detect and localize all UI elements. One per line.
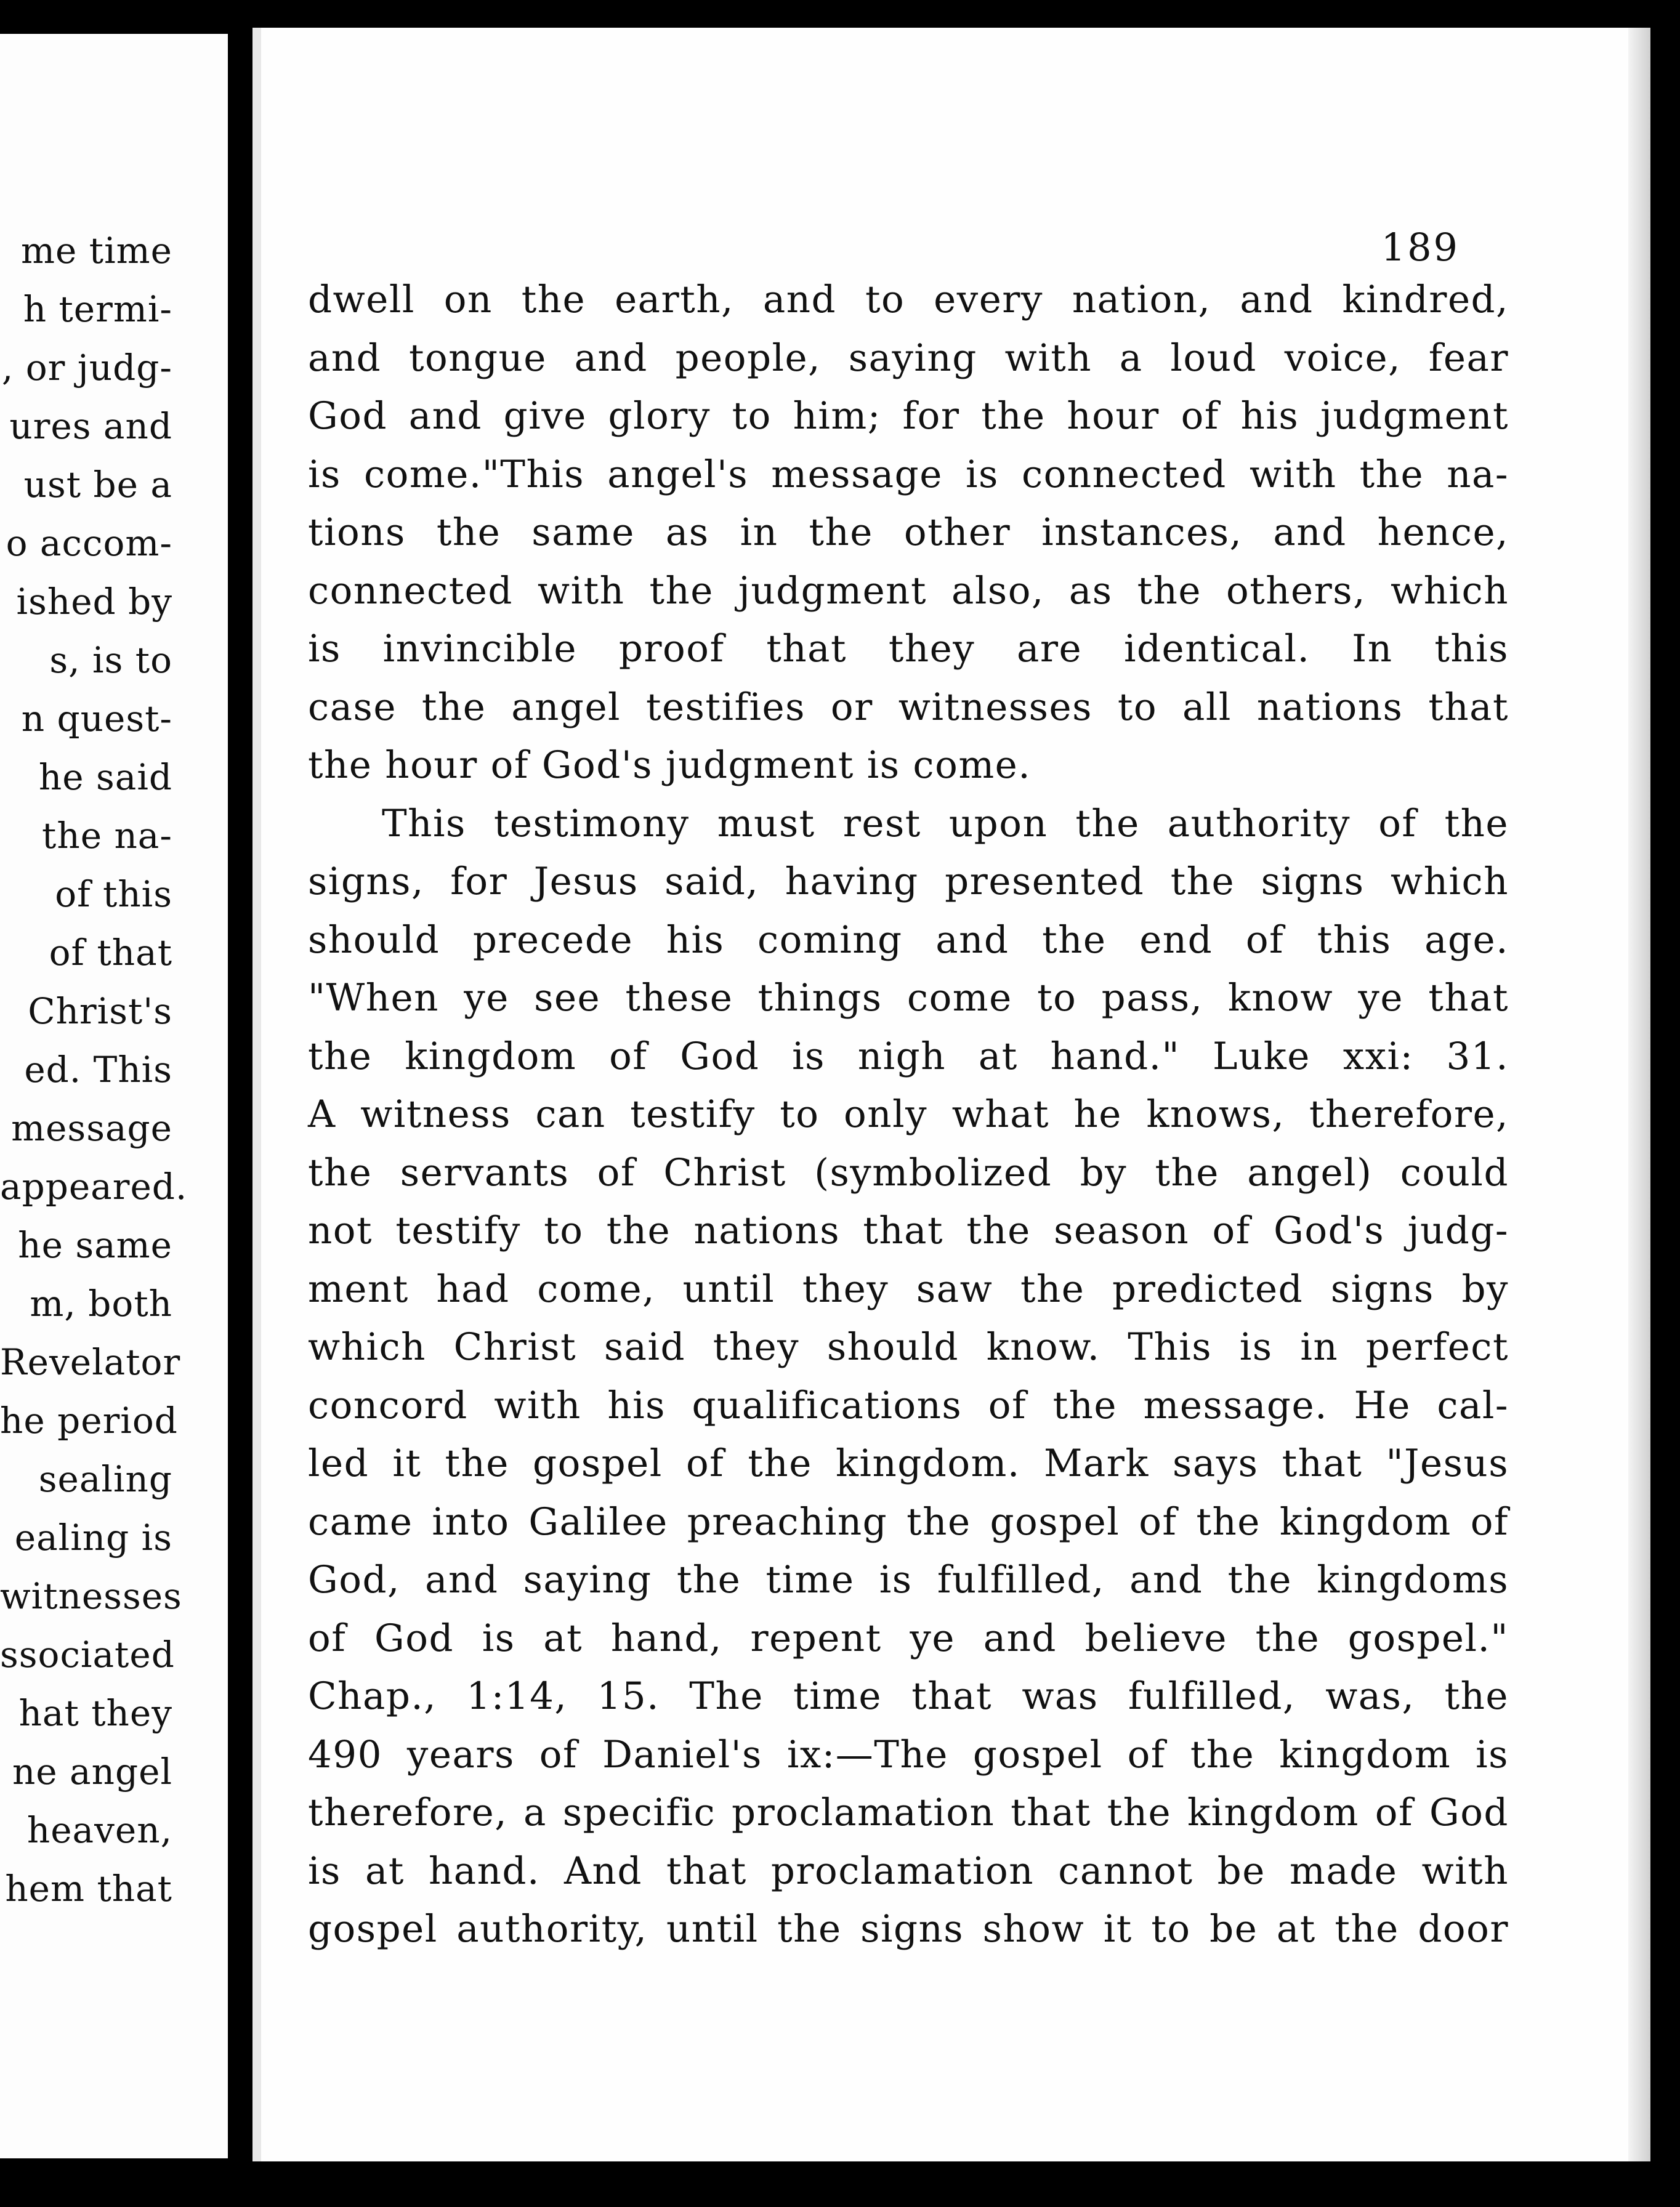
text-line: the hour of God's judgment is come.: [308, 743, 1032, 787]
text-line: "When ye see these things come to pass, know ye that: [308, 976, 1509, 1020]
left-line: he said: [38, 756, 172, 798]
right-page: [252, 28, 1650, 2161]
left-line: o accom-: [6, 522, 172, 564]
left-line: ed. This: [24, 1049, 172, 1091]
page-edge: [1628, 28, 1650, 2161]
text-line: not testify to the nations that the season of God's judg-: [308, 1209, 1509, 1253]
left-page-text: [0, 222, 228, 1918]
body-text: [308, 271, 1509, 1959]
text-line: is come."This angel's message is connected with the na-: [308, 452, 1509, 496]
paragraph-start-line: This testimony must rest upon the authority of the: [382, 801, 1509, 845]
text-line: A witness can testify to only what he knows, therefore,: [308, 1092, 1509, 1136]
text-line: gospel authority, until the signs show it to be at the door: [308, 1907, 1509, 1951]
left-line: ealing is: [14, 1517, 172, 1559]
left-line: ust be a: [23, 464, 172, 506]
left-line: the na-: [42, 815, 172, 857]
left-facing-page: [0, 34, 228, 2158]
text-line: came into Galilee preaching the gospel of the kingdom of: [308, 1499, 1509, 1544]
left-line: ished by: [16, 581, 172, 623]
text-line: the servants of Christ (symbolized by the angel) could: [308, 1150, 1509, 1195]
text-line: is at hand. And that proclamation cannot be made with: [308, 1849, 1509, 1893]
left-line: Revelator: [0, 1341, 181, 1383]
left-line: n quest-: [21, 698, 172, 740]
text-line: ment had come, until they saw the predicted signs by: [308, 1267, 1509, 1311]
text-line: tions the same as in the other instances, and hence,: [308, 510, 1509, 554]
left-line: hem that: [5, 1868, 172, 1910]
left-line: me time: [21, 230, 172, 272]
text-line: connected with the judgment also, as the others, which: [308, 568, 1509, 613]
text-line: God, and saying the time is fulfilled, and the kingdoms: [308, 1558, 1509, 1602]
text-line: case the angel testifies or witnesses to all nations that: [308, 685, 1509, 729]
text-line: and tongue and people, saying with a loud voice, fear: [308, 336, 1509, 380]
left-line: , or judg-: [1, 347, 172, 389]
left-line: ures and: [9, 405, 172, 447]
left-line: hat they: [18, 1692, 172, 1734]
text-line: God and give glory to him; for the hour of his judgment: [308, 394, 1509, 438]
text-line: 490 years of Daniel's ix:—The gospel of the kingdom is: [308, 1732, 1509, 1777]
text-line: Chap., 1:14, 15. The time that was fulfilled, was, the: [308, 1674, 1509, 1718]
left-line: s, is to: [49, 639, 172, 681]
text-line: led it the gospel of the kingdom. Mark says that "Jesus: [308, 1442, 1509, 1485]
left-line: m, both: [30, 1283, 172, 1325]
book-gutter: [228, 25, 252, 2168]
left-line: he same: [18, 1224, 172, 1266]
left-line: h termi-: [23, 288, 172, 330]
text-line: dwell on the earth, and to every nation, and kindred,: [308, 278, 1509, 321]
left-line: ne angel: [12, 1751, 172, 1793]
text-line: is invincible proof that they are identical. In this: [308, 627, 1509, 671]
left-line: sealing: [38, 1458, 172, 1500]
page-number: 189: [1381, 225, 1460, 270]
text-line: which Christ said they should know. This is in perfect: [308, 1325, 1509, 1369]
text-line: of God is at hand, repent ye and believe the gospel.": [308, 1616, 1509, 1660]
left-line: ssociated: [0, 1634, 175, 1676]
text-line: the kingdom of God is nigh at hand." Luke xxi: 31.: [308, 1034, 1509, 1078]
text-line: signs, for Jesus said, having presented the signs which: [308, 860, 1509, 903]
text-line: therefore, a specific proclamation that the kingdom of God: [308, 1791, 1509, 1834]
text-line: should precede his coming and the end of this age.: [308, 918, 1509, 962]
left-line: of that: [49, 932, 172, 974]
left-line: witnesses: [0, 1575, 182, 1617]
left-line: Christ's: [28, 990, 172, 1032]
left-line: he period: [0, 1400, 178, 1442]
left-line: heaven,: [26, 1809, 172, 1851]
text-line: concord with his qualifications of the message. He cal-: [308, 1383, 1509, 1427]
left-line: appeared.: [0, 1166, 188, 1208]
left-line: message: [11, 1107, 172, 1149]
left-line: of this: [55, 873, 172, 915]
